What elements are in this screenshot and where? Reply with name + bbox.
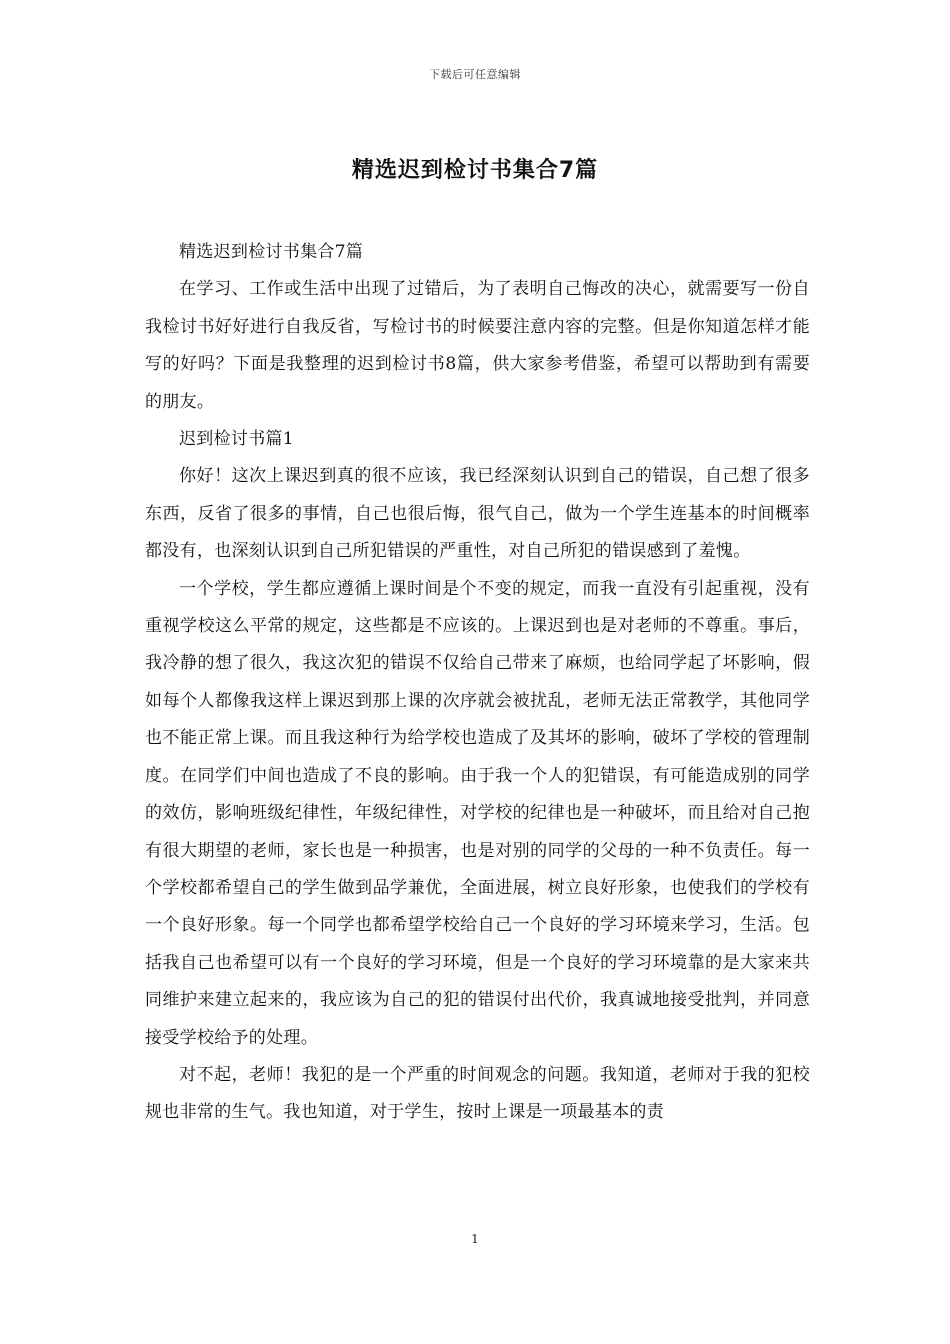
page-number: 1 [471,1232,479,1246]
paragraph: 一个学校，学生都应遵循上课时间是个不变的规定，而我一直没有引起重视，没有重视学校这么平常的规定，这些都是不应该的。上课迟到也是对老师的不尊重。事后，我冷静的想了很久，我这次犯的错误不仅给自己带来了麻烦，也给同学起了坏影响，假如每个人都像我这样上课迟到那上课的次序就会被扰乱，老师无法正常教学，其他同学也不能正常上课。而且我这种行为给学校也造成了及其坏的影响，破坏了学校的管理制度。在同学们中间也造成了不良的影响。由于我一个人的犯错误，有可能造成别的同学的效仿，影响班级纪律性，年级纪律性，对学校的纪律也是一种破坏，而且给对自己抱有很大期望的老师，家长也是一种损害，也是对别的同学的父母的一种不负责任。每一个学校都希望自己的学生做到品学兼优，全面进展，树立良好形象，也使我们的学校有一个良好形象。每一个同学也都希望学校给自己一个良好的学习环境来学习，生活。包括我自己也希望可以有一个良好的学习环境，但是一个良好的学习环境靠的是大家来共同维护来建立起来的，我应该为自己的犯的错误付出代价，我真诚地接受批判，并同意接受学校给予的处理。 [145,578,810,1048]
section-heading: 迟到检讨书篇1 [179,429,294,450]
paragraph-subtitle: 精选迟到检讨书集合7篇 [179,242,364,262]
document-title: 精选迟到检讨书集合7篇 [351,158,599,183]
paragraph: 对不起，老师！我犯的是一个严重的时间观念的问题。我知道，老师对于我的犯校规也非常的生气。我也知道，对于学生，按时上课是一项最基本的责 [145,1064,810,1123]
document-body [145,234,810,1132]
paragraph-intro: 在学习、工作或生活中出现了过错后，为了表明自己悔改的决心，就需要写一份自我检讨书好好进行自我反省，写检讨书的时候要注意内容的完整。但是你知道怎样才能写的好吗？下面是我整理的迟到检讨书8篇，供大家参考借鉴，希望可以帮助到有需要的朋友。 [145,279,810,412]
header-note: 下载后可任意编辑 [429,68,521,81]
paragraph: 你好！这次上课迟到真的很不应该，我已经深刻认识到自己的错误，自己想了很多东西，反省了很多的事情，自己也很后悔，很气自己，做为一个学生连基本的时间概率都没有，也深刻认识到自己所犯错误的严重性，对自己所犯的错误感到了羞愧。 [145,466,810,562]
